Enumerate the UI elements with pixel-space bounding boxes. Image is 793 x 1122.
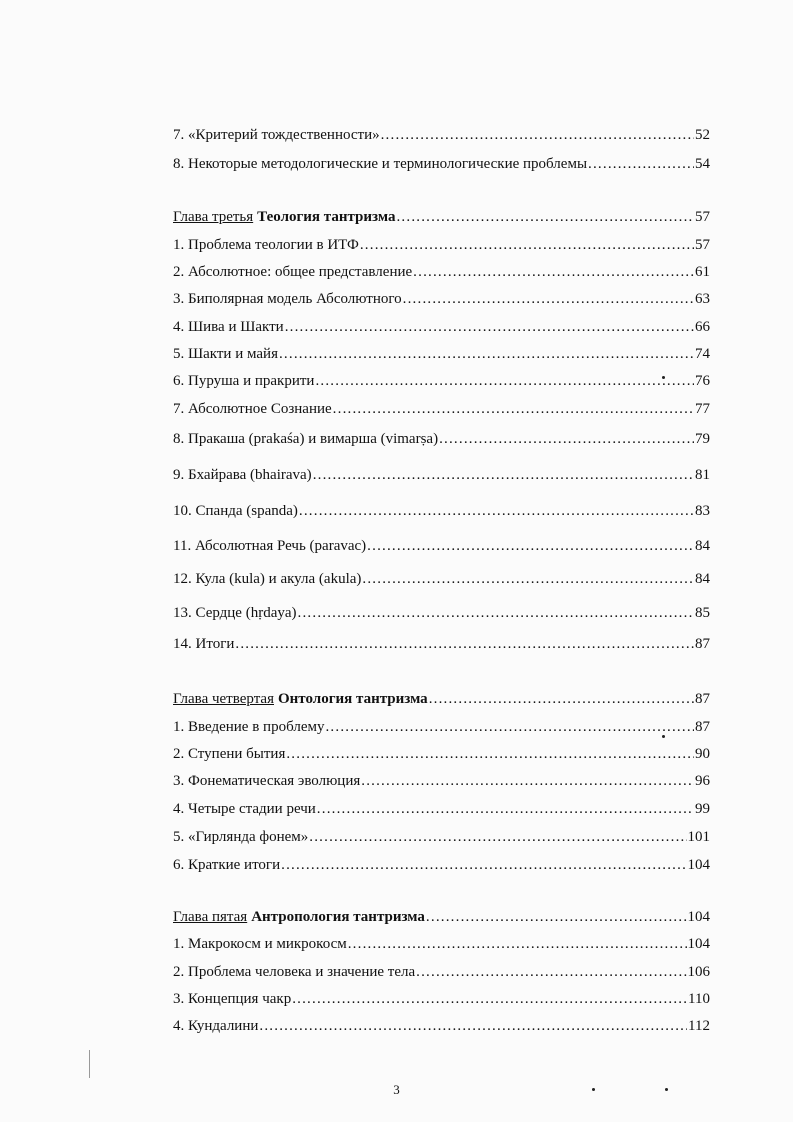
toc-entry-page: 85: [695, 605, 710, 621]
toc-entry-label: 5. «Гирлянда фонем»: [173, 829, 309, 845]
leader-dots: [325, 718, 694, 736]
leader-dots: [299, 502, 694, 520]
scan-margin-mark: [89, 1050, 90, 1078]
leader-dots: [413, 263, 694, 281]
toc-entry: [173, 935, 710, 953]
toc-entry-label: 7. Абсолютное Сознание: [173, 401, 332, 417]
toc-entry-page: 87: [695, 719, 710, 735]
toc-entry: [173, 772, 710, 790]
toc-chapter-heading: [173, 208, 710, 226]
toc-entry: [173, 372, 710, 390]
toc-entry-page: 87: [695, 691, 710, 707]
leader-dots: [235, 635, 694, 653]
toc-entry-page: 76: [695, 373, 710, 389]
toc-entry-label: 14. Итоги: [173, 636, 235, 652]
toc-entry-label: 2. Абсолютное: общее представление: [173, 264, 413, 280]
toc-entry-label: 3. Фонематическая эволюция: [173, 773, 361, 789]
toc-entry: [173, 263, 710, 281]
toc-entry: [173, 400, 710, 418]
page-number: 3: [393, 1082, 400, 1097]
toc-entry-page: 104: [687, 857, 710, 873]
chapter-number: Глава пятая: [173, 909, 248, 925]
toc-entry: [173, 290, 710, 308]
leader-dots: [439, 430, 694, 448]
leader-dots: [426, 908, 687, 926]
toc-entry-page: 104: [687, 909, 710, 925]
toc-entry-label: 3. Концепция чакр: [173, 991, 292, 1007]
toc-entry: [173, 604, 710, 622]
toc-entry: [173, 745, 710, 763]
toc-entry-page: 79: [695, 431, 710, 447]
toc-entry-label: 10. Спанда (spanda): [173, 503, 298, 519]
leader-dots: [396, 208, 694, 226]
leader-dots: [317, 800, 694, 818]
toc-entry-label: 13. Сердце (hṛdaya): [173, 605, 297, 621]
toc-entry-label: 4. Кундалини: [173, 1018, 259, 1034]
leader-dots: [298, 604, 694, 622]
toc-entry: [173, 466, 710, 484]
leader-dots: [281, 856, 686, 874]
toc-entry: [173, 718, 710, 736]
toc-entry-page: 61: [695, 264, 710, 280]
toc-entry-label: 8. Некоторые методологические и терминологические проблемы: [173, 156, 588, 172]
toc-entry-page: 66: [695, 319, 710, 335]
toc-entry-page: 110: [688, 991, 710, 1007]
chapter-title: Антропология тантризма: [251, 909, 425, 925]
toc-entry-label: 6. Краткие итоги: [173, 857, 281, 873]
toc-entry-page: 99: [695, 801, 710, 817]
toc-entry: [173, 236, 710, 254]
leader-dots: [429, 690, 694, 708]
toc-entry-page: 84: [695, 571, 710, 587]
toc-entry-label: 2. Ступени бытия: [173, 746, 286, 762]
toc-entry-page: 96: [695, 773, 710, 789]
toc-entry-label: 9. Бхайрава (bhairava): [173, 467, 312, 483]
leader-dots: [259, 1017, 687, 1035]
toc-entry: [173, 155, 710, 173]
toc-entry: [173, 126, 710, 144]
toc-entry: [173, 1017, 710, 1035]
toc-entry: [173, 990, 710, 1008]
leader-dots: [333, 400, 694, 418]
leader-dots: [315, 372, 694, 390]
toc-entry: [173, 430, 710, 448]
toc-entry-page: 77: [695, 401, 710, 417]
toc-chapter-heading: [173, 690, 710, 708]
toc-entry-label: 4. Четыре стадии речи: [173, 801, 316, 817]
toc-entry-label: 1. Макрокосм и микрокосм: [173, 936, 347, 952]
leader-dots: [313, 466, 694, 484]
chapter-number: Глава четвертая: [173, 691, 274, 707]
toc-entry: [173, 318, 710, 336]
chapter-number: Глава третья: [173, 209, 254, 225]
scan-speck: [662, 735, 665, 738]
toc-entry-page: 87: [695, 636, 710, 652]
toc-entry-page: 106: [687, 964, 710, 980]
leader-dots: [361, 772, 694, 790]
toc-entry: [173, 828, 710, 846]
toc-entry: [173, 537, 710, 555]
leader-dots: [360, 236, 694, 254]
scan-speck: [662, 376, 665, 379]
toc-chapter-heading: [173, 908, 710, 926]
chapter-title: Теология тантризма: [257, 209, 396, 225]
toc-entry-page: 52: [695, 127, 710, 143]
toc-entry-page: 104: [687, 936, 710, 952]
toc-entry-label: 4. Шива и Шакти: [173, 319, 284, 335]
toc-entry-label: 11. Абсолютная Речь (paravac): [173, 538, 367, 554]
leader-dots: [367, 537, 694, 555]
toc-entry: [173, 856, 710, 874]
leader-dots: [416, 963, 686, 981]
toc-entry-page: 57: [695, 209, 710, 225]
leader-dots: [285, 318, 694, 336]
toc-entry-label: 1. Проблема теологии в ИТФ: [173, 237, 359, 253]
toc-entry-page: 101: [687, 829, 710, 845]
toc-entry-label: 7. «Критерий тождественности»: [173, 127, 380, 143]
toc-entry: [173, 963, 710, 981]
toc-entry-label: 6. Пуруша и пракрити: [173, 373, 315, 389]
leader-dots: [279, 345, 694, 363]
chapter-title: Онтология тантризма: [278, 691, 428, 707]
toc-entry-label: 2. Проблема человека и значение тела: [173, 964, 416, 980]
toc-entry-label: 1. Введение в проблему: [173, 719, 325, 735]
leader-dots: [292, 990, 687, 1008]
leader-dots: [381, 126, 694, 144]
toc-entry: [173, 635, 710, 653]
toc-entry-label: 3. Биполярная модель Абсолютного: [173, 291, 402, 307]
toc-entry: [173, 345, 710, 363]
leader-dots: [362, 570, 694, 588]
leader-dots: [286, 745, 694, 763]
toc-entry-label: 8. Пракаша (prakaśa) и вимарша (vimarṣa): [173, 431, 439, 447]
toc-entry-page: 112: [688, 1018, 710, 1034]
toc-entry-page: 63: [695, 291, 710, 307]
toc-entry: [173, 800, 710, 818]
leader-dots: [309, 828, 686, 846]
toc-entry-label: 5. Шакти и майя: [173, 346, 278, 362]
leader-dots: [403, 290, 694, 308]
toc-entry-page: 84: [695, 538, 710, 554]
toc-entry-page: 81: [695, 467, 710, 483]
toc-entry-page: 54: [695, 156, 710, 172]
leader-dots: [588, 155, 694, 173]
toc-entry-page: 74: [695, 346, 710, 362]
toc-entry-page: 83: [695, 503, 710, 519]
leader-dots: [348, 935, 687, 953]
toc-entry: [173, 502, 710, 520]
toc-entry-page: 90: [695, 746, 710, 762]
toc-entry: [173, 570, 710, 588]
toc-entry-label: 12. Кула (kula) и акула (akula): [173, 571, 362, 587]
toc-entry-page: 57: [695, 237, 710, 253]
